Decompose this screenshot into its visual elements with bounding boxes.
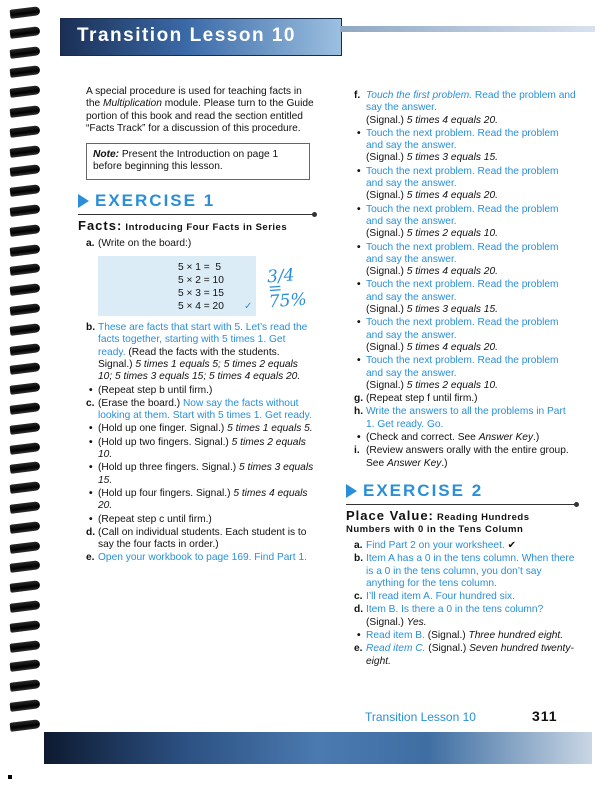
triangle-arrow-icon: [346, 484, 357, 498]
spiral-coil: [10, 521, 41, 534]
spiral-coil: [10, 422, 41, 435]
spiral-coil: [10, 85, 41, 98]
spiral-coil: [10, 481, 41, 494]
spiral-coil: [10, 541, 41, 554]
step-f: f. Touch the first problem. Read the problem and say the answer. (Signal.) 5 times 4 equals 20.: [354, 90, 576, 126]
spiral-coil: [10, 363, 41, 376]
spiral-coil: [10, 6, 41, 19]
touch-next-bullet: • Touch the next problem. Read the problem and say the answer. (Signal.) 5 times 4 equals 20.: [357, 165, 559, 202]
note-label: Note:: [93, 149, 120, 161]
check-mark-icon: ✓: [244, 301, 253, 313]
spiral-coil: [10, 640, 41, 653]
step-a: a. (Write on the board:): [86, 237, 192, 249]
touch-next-bullet: • Touch the next problem. Read the problem and say the answer. (Signal.) 5 times 4 equals 20.: [357, 241, 559, 278]
spiral-coil: [10, 145, 41, 158]
note-text: Present the Introduction on page 1 before beginning this lesson.: [93, 149, 279, 173]
step-c-bullet: • (Hold up one finger. Signal.) 5 times 1 equals 5.: [89, 423, 313, 435]
step-i: i. (Review answers orally with the entire group. See Answer Key.): [354, 445, 569, 469]
right-column: [346, 90, 576, 669]
touch-next-bullet: • Touch the next problem. Read the problem and say the answer. (Signal.) 5 times 3 equals 15.: [357, 279, 559, 316]
step-g: g. (Repeat step f until firm.): [354, 393, 478, 405]
spiral-coil: [10, 323, 41, 336]
spiral-coil: [10, 303, 41, 316]
spiral-coil: [10, 204, 41, 217]
spiral-coil: [10, 561, 41, 574]
exercise-2-subtitle: Place Value: Reading Hundreds Numbers with 0 in the Tens Column: [346, 507, 530, 535]
exercise-1-subtitle: Facts: Introducing Four Facts in Series: [78, 217, 288, 233]
exercise-1-header: [78, 190, 314, 210]
spiral-coil: [10, 719, 41, 732]
spiral-coil: [10, 699, 41, 712]
exercise-1-title: EXERCISE 1: [95, 190, 216, 210]
ex2-step-d: d. Item B. Is there a 0 in the tens column? (Signal.) Yes.: [354, 604, 544, 628]
fact-line: 5 × 1 = 5: [178, 262, 222, 274]
spiral-coil: [10, 382, 41, 395]
step-e: e. Open your workbook to page 169. Find Part 1.: [86, 552, 307, 564]
step-c: c. (Erase the board.) Now say the facts without looking at them. Start with 5 times 1. Get ready.: [86, 397, 312, 422]
step-b: b. These are facts that start with 5. Let’s read the facts together, starting with 5 times 1. Get ready. (Read the facts with the students. Signal.) 5 times 1 equals 5; 5 times 2 equals 10; 5 times 3 equals 15; 5 times 4 equals 20.: [86, 322, 308, 383]
exercise-2-header: [346, 480, 576, 500]
left-column: [78, 86, 314, 566]
divider: [78, 214, 314, 215]
step-d: d. (Call on individual students. Each student is to say the four facts in order.): [86, 526, 307, 551]
touch-next-bullet: • Touch the next problem. Read the problem and say the answer. (Signal.) 5 times 2 equals 10.: [357, 355, 559, 391]
triangle-arrow-icon: [78, 194, 89, 208]
ex2-step-a: a. Find Part 2 on your worksheet. ✔: [354, 539, 517, 551]
step-c-bullet: • (Hold up two fingers. Signal.) 5 times 2 equals 10.: [89, 436, 306, 461]
spiral-coil: [10, 264, 41, 277]
bottom-bar: [44, 732, 592, 764]
handwritten-score: 3/4 = 75%: [266, 265, 308, 312]
spiral-coil: [10, 442, 41, 455]
intro-paragraph: A special procedure is used for teaching facts in the Multiplication module. Please turn to the Guide portion of this book and read the section entitled “Facts Track” for a discussion of this procedure.: [86, 86, 314, 134]
spiral-binding: [0, 8, 44, 748]
spiral-coil: [10, 125, 41, 138]
ex2-step-b: b. Item A has a 0 in the tens column. When there is a 0 in the tens column, you don’t say anything for the tens column.: [354, 553, 575, 589]
page-number: 311: [532, 708, 558, 724]
exercise-2-title: EXERCISE 2: [363, 480, 484, 500]
spiral-coil: [10, 46, 41, 59]
step-b-bullet: • (Repeat step b until firm.): [89, 384, 213, 396]
board-facts: [98, 256, 308, 316]
spiral-coil: [10, 165, 41, 178]
touch-next-bullet: • Touch the next problem. Read the problem and say the answer. (Signal.) 5 times 4 equals 20.: [357, 317, 559, 353]
banner-tail: [340, 26, 595, 32]
fact-line: 5 × 4 = 20: [178, 301, 224, 313]
ex2-step-c: c. I’ll read item A. Four hundred six.: [354, 591, 515, 603]
spiral-coil: [10, 660, 41, 673]
step-c-bullet: • (Repeat step c until firm.): [89, 513, 212, 525]
spiral-coil: [10, 244, 41, 257]
divider: [346, 504, 576, 505]
spiral-coil: [10, 679, 41, 692]
spiral-coil: [10, 283, 41, 296]
spiral-coil: [10, 105, 41, 118]
title-banner: [60, 18, 342, 56]
ex2-step-e: e. Read item C. (Signal.) Seven hundred twenty-eight.: [354, 643, 574, 667]
spiral-coil: [10, 184, 41, 197]
spiral-coil: [10, 620, 41, 633]
page-title: Transition Lesson 10: [77, 25, 296, 46]
scan-mark: [8, 775, 12, 779]
spiral-coil: [10, 224, 41, 237]
step-c-bullet: • (Hold up three fingers. Signal.) 5 times 3 equals 15.: [89, 462, 314, 486]
spiral-coil: [10, 26, 41, 39]
step-h: h. Write the answers to all the problems in Part 1. Get ready. Go.: [354, 406, 566, 430]
spiral-coil: [10, 462, 41, 475]
spiral-coil: [10, 600, 41, 613]
spiral-coil: [10, 501, 41, 514]
footer-lesson: Transition Lesson 10: [365, 710, 476, 724]
spiral-coil: [10, 402, 41, 415]
step-c-bullet: • (Hold up four fingers. Signal.) 5 times 4 equals 20.: [89, 487, 308, 512]
touch-next-bullet: • Touch the next problem. Read the problem and say the answer. (Signal.) 5 times 2 equals 10.: [357, 203, 559, 240]
touch-next-bullet: • Touch the next problem. Read the problem and say the answer. (Signal.) 5 times 3 equals 15.: [357, 127, 559, 164]
note-box: [86, 143, 310, 180]
check-mark-icon: ✔: [507, 539, 517, 551]
step-h-bullet: • (Check and correct. See Answer Key.): [357, 432, 540, 444]
spiral-coil: [10, 580, 41, 593]
ex2-step-d-bullet: • Read item B. (Signal.) Three hundred eight.: [357, 629, 564, 641]
spiral-coil: [10, 343, 41, 356]
fact-line: 5 × 3 = 15: [178, 288, 224, 300]
spiral-coil: [10, 66, 41, 79]
fact-line: 5 × 2 = 10: [178, 275, 224, 287]
